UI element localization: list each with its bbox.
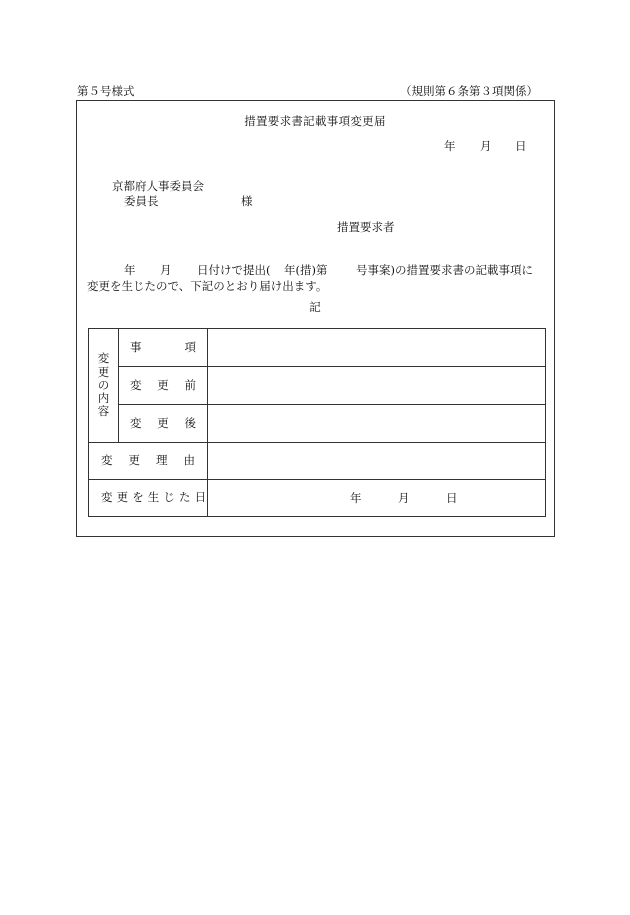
label-after: 変 更 後 bbox=[119, 405, 208, 443]
group-label-char: の bbox=[97, 377, 110, 392]
addressee-org: 京都府人事委員会 bbox=[112, 179, 204, 193]
table-row-after bbox=[89, 405, 546, 443]
label-item: 事 項 bbox=[119, 329, 208, 367]
label-reason: 変 更 理 由 bbox=[89, 443, 208, 480]
date-day: 日 bbox=[446, 491, 458, 505]
table-row-item bbox=[89, 329, 546, 367]
value-reason[interactable] bbox=[208, 443, 546, 480]
label-date: 変更を生じた日 bbox=[89, 480, 208, 517]
group-label-char: 更 bbox=[97, 364, 110, 379]
body-case-rest: 号事案)の措置要求書の記載事項に bbox=[356, 263, 533, 277]
form-number: 第５号様式 bbox=[77, 84, 135, 98]
table-row-before bbox=[89, 367, 546, 405]
value-after[interactable] bbox=[208, 405, 546, 443]
value-date[interactable] bbox=[208, 480, 546, 517]
body-case-year: 年(措)第 bbox=[284, 263, 328, 277]
ki-heading: 記 bbox=[309, 300, 321, 314]
body-month: 月 bbox=[160, 263, 172, 277]
submission-day: 日 bbox=[515, 139, 527, 153]
group-label-cell bbox=[89, 329, 119, 443]
table-row-reason bbox=[89, 443, 546, 480]
group-label-char: 容 bbox=[97, 404, 110, 419]
body-year: 年 bbox=[124, 263, 136, 277]
legal-basis: （規則第６条第３項関係） bbox=[400, 84, 538, 98]
date-year: 年 bbox=[350, 491, 362, 505]
document-title: 措置要求書記載事項変更届 bbox=[244, 114, 386, 128]
submission-month: 月 bbox=[480, 139, 492, 153]
addressee-honorific: 様 bbox=[241, 194, 253, 208]
table-row-date bbox=[89, 480, 546, 517]
requester-label: 措置要求者 bbox=[337, 220, 395, 234]
change-details-table bbox=[88, 328, 546, 517]
submission-year: 年 bbox=[444, 139, 456, 153]
date-month: 月 bbox=[398, 491, 410, 505]
group-label-char: 変 bbox=[97, 351, 110, 366]
value-before[interactable] bbox=[208, 367, 546, 405]
value-item[interactable] bbox=[208, 329, 546, 367]
body-line-2: 変更を生じたので、下記のとおり届け出ます。 bbox=[87, 279, 328, 293]
label-before: 変 更 前 bbox=[119, 367, 208, 405]
body-day-text: 日付けで提出( bbox=[197, 263, 271, 277]
addressee-title: 委員長 bbox=[124, 194, 159, 208]
group-label-char: 内 bbox=[97, 391, 110, 406]
